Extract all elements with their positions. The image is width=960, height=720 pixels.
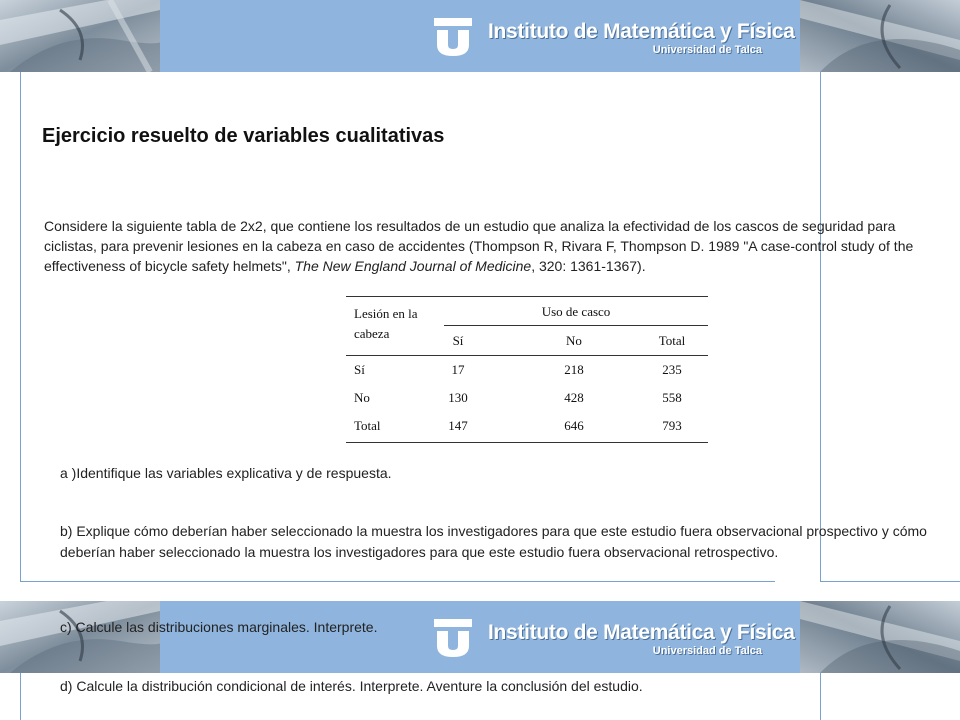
header-banner — [0, 0, 960, 72]
table-row-label: No — [354, 390, 370, 405]
header-university-name: Universidad de Talca — [652, 44, 762, 56]
footer-university-name: Universidad de Talca — [652, 645, 762, 657]
table-bottom-rule — [346, 442, 708, 443]
table-cell: 646 — [564, 418, 584, 433]
question-d: d) Calcule la distribución condicional de interés. Interprete. Aventure la conclusión del estudio. — [60, 678, 643, 694]
table-row-label: Sí — [354, 362, 365, 377]
footer-logo — [430, 601, 795, 673]
table-cell: 130 — [448, 390, 468, 405]
logo-mark-icon — [434, 18, 472, 56]
journal-name: The New England Journal of Medicine — [294, 258, 532, 274]
question-a: a )Identifique las variables explicativa y de respuesta. — [60, 465, 392, 481]
table-cell: 147 — [448, 418, 468, 433]
question-b: b) Explique cómo deberían haber seleccionado la muestra los investigadores para que este estudio fuera observacional prospectivo y cómo deberían haber seleccionado la muestra los investigadores para que este estudio fuera observacional retrospectivo. — [60, 523, 927, 560]
footer-photo-right — [800, 601, 960, 673]
table-cell: 17 — [451, 362, 465, 377]
table-cell: 235 — [662, 362, 682, 377]
table-row-header: Lesión en la cabeza — [354, 306, 418, 341]
header-logo — [430, 0, 795, 72]
header-photo-left — [0, 0, 160, 72]
table-group-rule — [444, 325, 708, 326]
table-cell: 558 — [662, 390, 682, 405]
footer-institute-name: Instituto de Matemática y Física — [488, 621, 795, 644]
contingency-table — [346, 296, 708, 444]
slide-title: Ejercicio resuelto de variables cualitativas — [42, 125, 445, 147]
table-top-rule — [346, 296, 708, 297]
intro-text: Considere la siguiente tabla de 2x2, que contiene los resultados de un estudio que analiza la efectividad de los cascos de seguridad para ciclistas, para prevenir lesiones en la cabeza en caso de accidentes (Thompson R, Rivara F, Thompson D. 1989 "A case-control study of the effectiveness of bicycle safety helmets", — [44, 218, 914, 274]
table-cell: 218 — [564, 362, 584, 377]
table-cell: 793 — [662, 418, 682, 433]
table-header-rule — [346, 355, 708, 356]
question-c: c) Calcule las distribuciones marginales. Interprete. — [60, 619, 378, 635]
table-group-header: Uso de casco — [541, 304, 611, 319]
table-row-label: Total — [354, 418, 381, 433]
frame-line-bottom — [20, 581, 775, 582]
frame-line-right — [820, 72, 821, 582]
frame-line-left — [20, 72, 21, 582]
frame-line-left-lower — [20, 673, 21, 720]
frame-line-bottom-right — [820, 581, 960, 582]
table-col-header: Total — [658, 333, 686, 348]
header-institute-name: Instituto de Matemática y Física — [488, 20, 795, 43]
citation-end: , 320: 1361-1367). — [531, 258, 646, 274]
table-col-header: Sí — [452, 333, 464, 348]
table-col-header: No — [566, 333, 582, 348]
intro-paragraph — [44, 216, 924, 276]
table-cell: 428 — [564, 390, 584, 405]
header-photo-right — [800, 0, 960, 72]
